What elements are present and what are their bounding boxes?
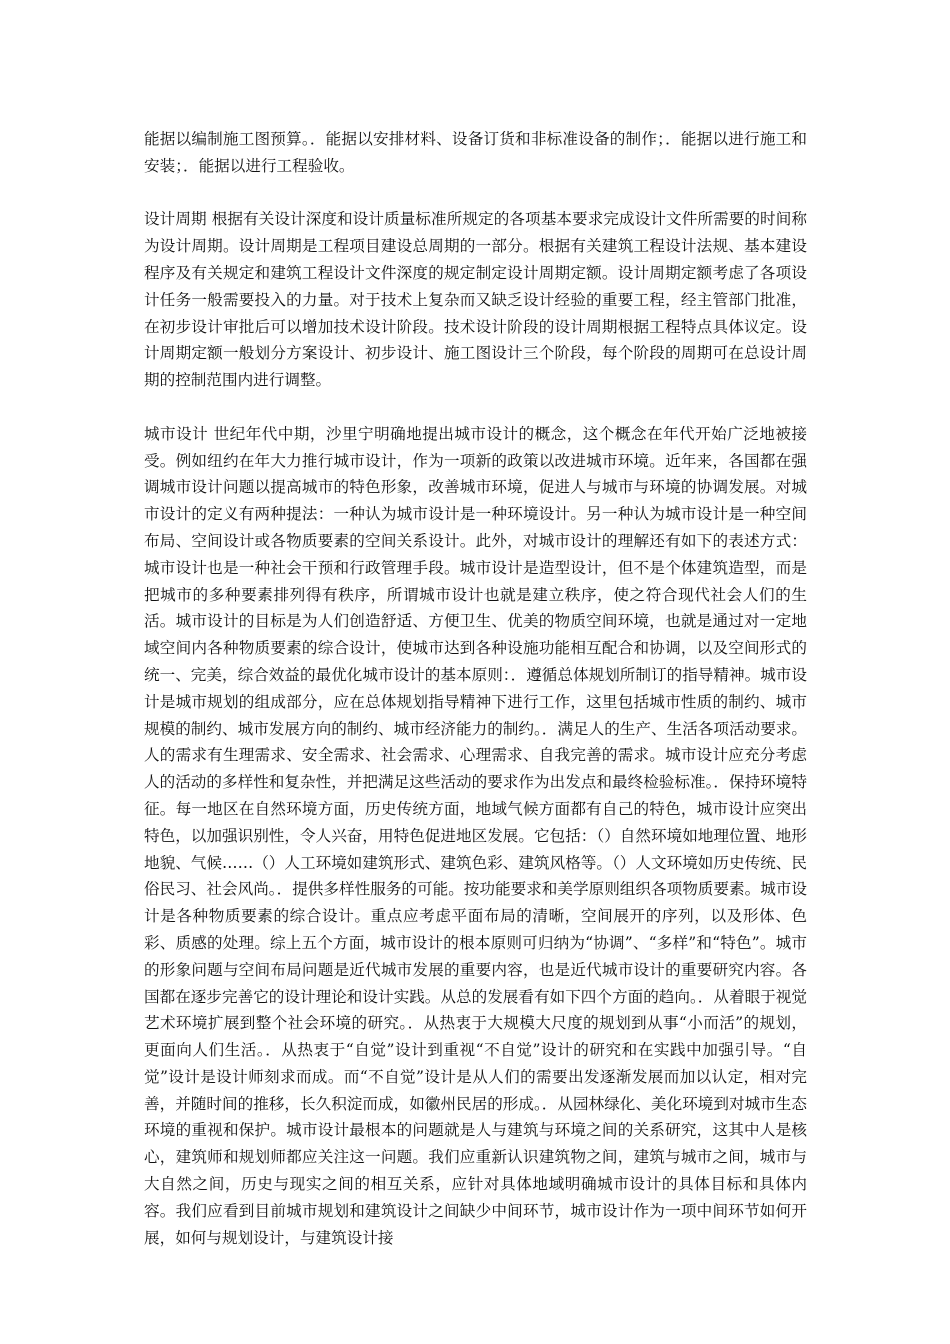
paragraph-urban-design: 城市设计 世纪年代中期，沙里宁明确地提出城市设计的概念，这个概念在年代开始广泛地被接受。例如纽约在年大力推行城市设计，作为一项新的政策以改进城市环境。近年来，各国都在强调城市设计问题以提高城市的特色形象，改善城市环境，促进人与城市与环境的协调发展。对城市设计的定义有两种提法：一种认为城市设计是一种环境设计。另一种认为城市设计是一种空间布局、空间设计或各物质要素的空间关系设计。此外，对城市设计的理解还有如下的表述方式：城市设计也是一种社会干预和行政管理手段。城市设计是造型设计，但不是个体建筑造型，而是把城市的多种要素排列得有秩序，所谓城市设计也就是建立秩序，使之符合现代社会人们的生活。城市设计的目标是为人们创造舒适、方便卫生、优美的物质空间环境，也就是通过对一定地域空间内各种物质要素的综合设计，使城市达到各种设施功能相互配合和协调，以及空间形式的统一、完美，综合效益的最优化城市设计的基本原则：．遵循总体规划所制订的指导精神。城市设计是城市规划的组成部分，应在总体规划指导精神下进行工作，这里包括城市性质的制约、城市规模的制约、城市发展方向的制约、城市经济能力的制约。．满足人的生产、生活各项活动要求。人的需求有生理需求、安全需求、社会需求、心理需求、自我完善的需求。城市设计应充分考虑人的活动的多样性和复杂性，并把满足这些活动的要求作为出发点和最终检验标准。．保持环境特征。每一地区在自然环境方面，历史传统方面，地域气候方面都有自己的特色，城市设计应突出特色，以加强识别性，令人兴奋，用特色促进地区发展。它包括：（）自然环境如地理位置、地形地貌、气候……（）人工环境如建筑形式、建筑色彩、建筑风格等。（）人文环境如历史传统、民俗民习、社会风尚。．提供多样性服务的可能。按功能要求和美学原则组织各项物质要素。城市设计是各种物质要素的综合设计。重点应考虑平面布局的清晰，空间展开的序列，以及形体、色彩、质感的处理。综上五个方面，城市设计的根本原则可归纳为“协调”、“多样”和“特色”。城市的形象问题与空间布局问题是近代城市发展的重要内容，也是近代城市设计的重要研究内容。各国都在逐步完善它的设计理论和设计实践。从总的发展看有如下四个方面的趋向。．从着眼于视觉艺术环境扩展到整个社会环境的研究。．从热衷于大规模大尺度的规划到从事“小而活”的规划，更面向人们生活。．从热衷于“自觉”设计到重视“不自觉”设计的研究和在实践中加强引导。“自觉”设计是设计师刻求而成。而“不自觉”设计是从人们的需要出发逐渐发展而加以认定，相对完善，并随时间的推移，长久积淀而成，如徽州民居的形成。．从园林绿化、美化环境到对城市生态环境的重视和保护。城市设计最根本的问题就是人与建筑与环境之间的关系研究，这其中人是核心，建筑师和规划师都应关注这一问题。我们应重新认识建筑物之间，建筑与城市之间，城市与大自然之间，历史与现实之间的相互关系，应针对具体地域明确城市设计的具体目标和具体内容。我们应看到目前城市规划和建筑设计之间缺少中间环节，城市设计作为一项中间环节如何开展，如何与规划设计，与建筑设计接 (144, 424, 807, 1247)
paragraph-design-cycle: 设计周期 根据有关设计深度和设计质量标准所规定的各项基本要求完成设计文件所需要的时间称为设计周期。设计周期是工程项目建设总周期的一部分。根据有关建筑工程设计法规、基本建设程序及有关规定和建筑工程设计文件深度的规定制定设计周期定额。设计周期定额考虑了各项设计任务一般需要投入的力量。对于技术上复杂而又缺乏设计经验的重要工程，经主管部门批准，在初步设计审批后可以增加技术设计阶段。技术设计阶段的设计周期根据工程特点具体议定。设计周期定额一般划分方案设计、初步设计、施工图设计三个阶段，每个阶段的周期可在总设计周期的控制范围内进行调整。 (144, 210, 807, 390)
paragraph-construction-drawings: 能据以编制施工图预算。．能据以安排材料、设备订货和非标准设备的制作；．能据以进行施工和安装；．能据以进行工程验收。 (144, 130, 807, 175)
document-body (144, 126, 807, 1278)
